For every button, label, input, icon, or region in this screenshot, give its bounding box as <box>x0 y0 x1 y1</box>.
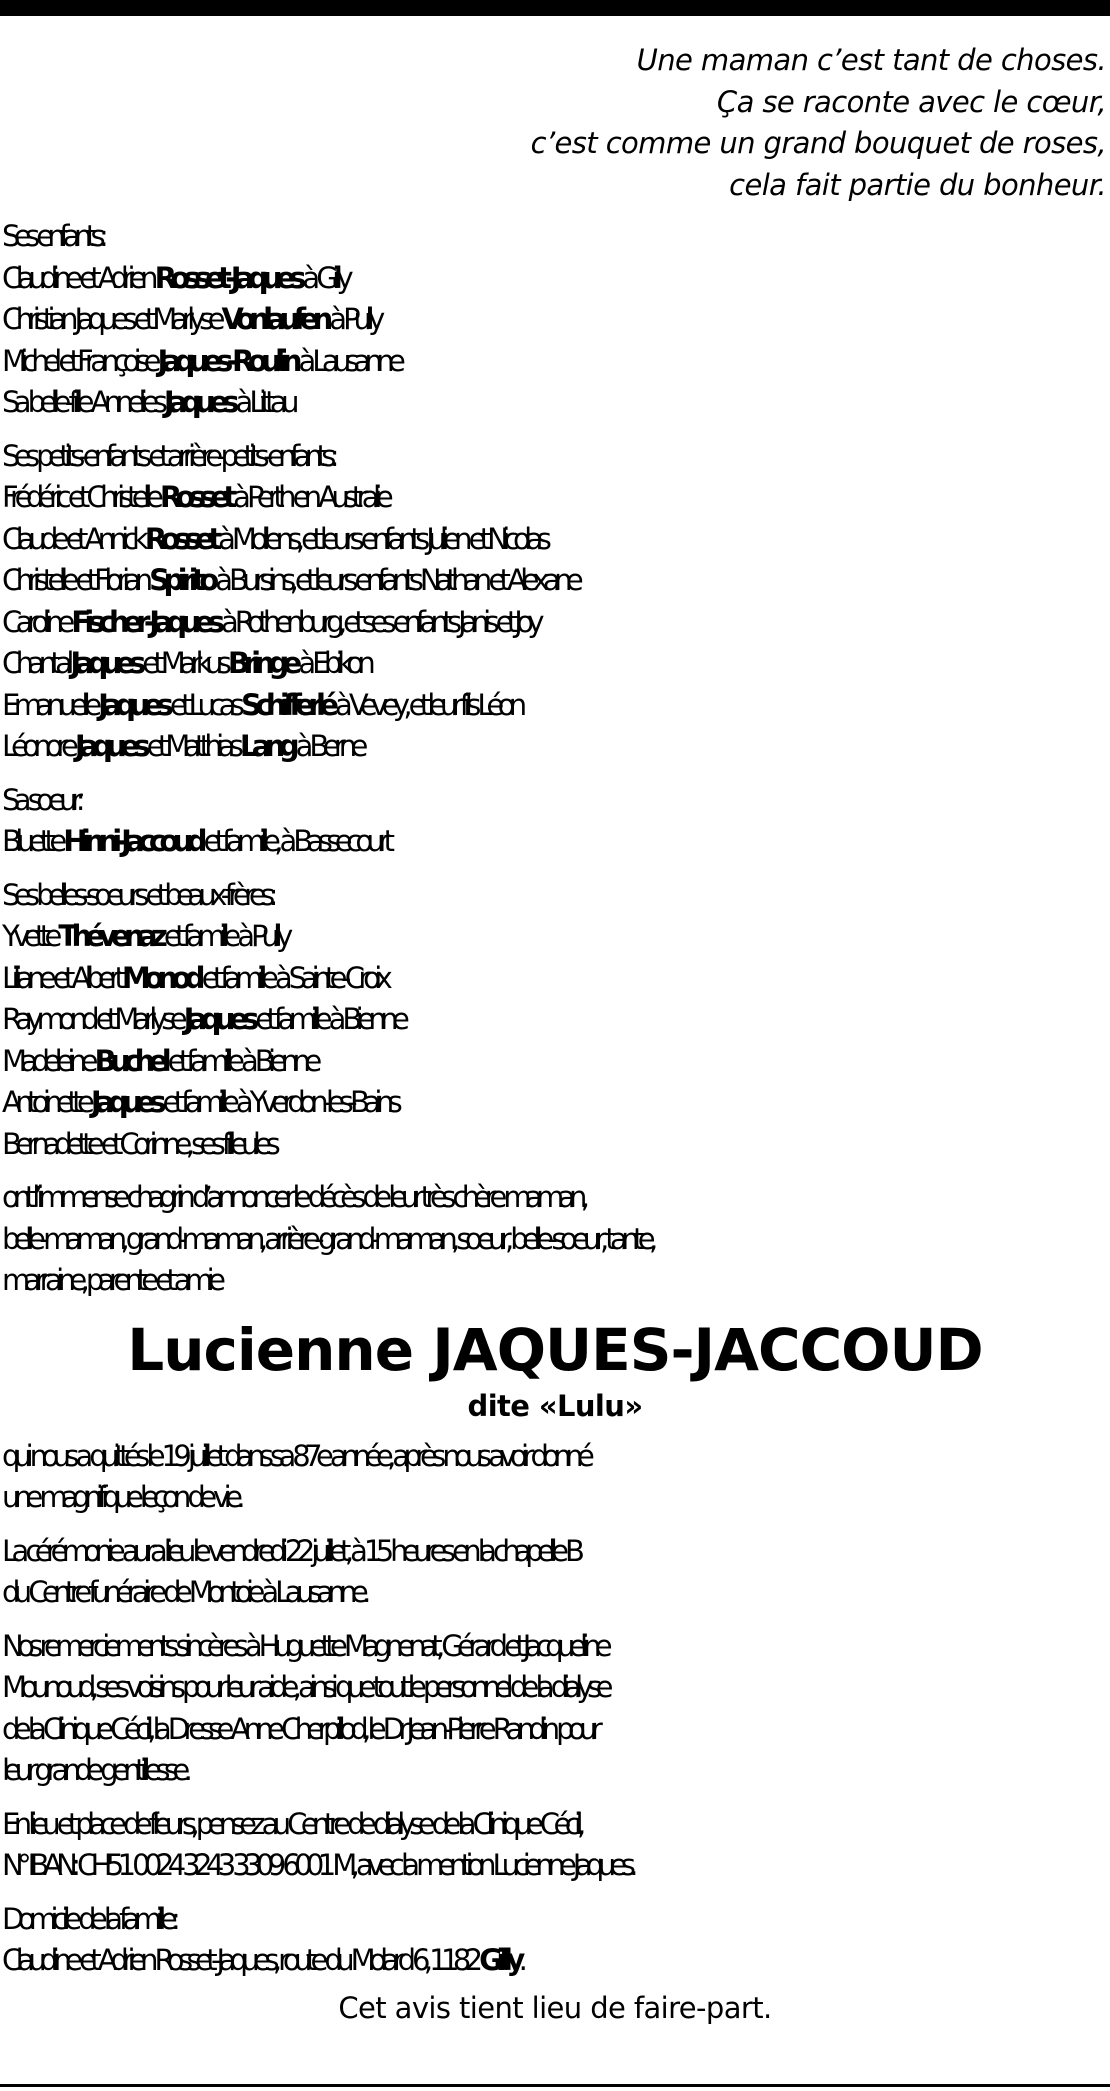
paragraph-line: de la Clinique Cécil, la Dresse Anne Cherpillod, le Dr Jean-Pierre Randin pour <box>2 1711 597 1746</box>
announcement-line: belle-maman, grand-maman, arrière-grand-maman, sœur, belle-sœur, tante, <box>2 1221 652 1256</box>
domicile-address <box>2 1940 1108 1982</box>
family-entry <box>2 519 1108 561</box>
poem-line: Ça se raconte avec le cœur, <box>716 84 1106 119</box>
entry-text: Frédéric et Christelle <box>2 480 160 514</box>
family-entry <box>2 602 1108 644</box>
entry-text: Claude et Annick <box>2 521 145 556</box>
paragraph-line: une magnifique leçon de vie. <box>2 1480 239 1514</box>
family-entry <box>2 958 1108 1000</box>
family-name: Jaques <box>163 385 233 419</box>
entry-text: à Bursins, et leurs enfants Nathan et Alexane <box>212 563 578 597</box>
entry-text: à Pully <box>326 302 379 336</box>
family-name: Bringe <box>227 646 296 680</box>
entry-text: et Matthias <box>144 729 240 763</box>
family-entry <box>2 685 1108 727</box>
in-laws-section <box>2 875 1108 1166</box>
family-entry <box>2 477 1108 519</box>
grandchildren-section <box>2 436 1108 768</box>
family-entry <box>2 299 1108 341</box>
deceased-nickname: dite «Lulu» <box>467 1388 643 1423</box>
entry-text: Sa belle-fille Annelies <box>2 385 164 419</box>
announcement-paragraph <box>2 1177 1108 1302</box>
paragraph-line: Mounoud, ses voisins pour leur aide, ainsi que tout le personnel de la dialyse <box>2 1670 607 1704</box>
entry-text: à Berne <box>292 729 362 763</box>
entry-text: à Ebikon <box>295 646 370 680</box>
section-heading: Ses belles-sœurs et beaux-frères: <box>2 877 272 912</box>
family-name: Jaques <box>98 687 168 722</box>
paragraph-line: La cérémonie aura lieu le vendredi 22 juillet, à 15 heures en la chapelle B <box>2 1533 579 1568</box>
sister-section <box>2 780 1108 863</box>
family-name: Spirito <box>149 563 213 597</box>
family-name: Rosset <box>144 521 216 556</box>
family-name: Hinni-Jaccoud <box>63 824 201 858</box>
family-entry <box>2 560 1108 602</box>
entry-text: et famille à Yverdon-les-Bains <box>159 1085 397 1119</box>
entry-text: Chantal <box>2 646 71 680</box>
entry-text: et famille à Sainte-Croix <box>198 960 387 995</box>
family-name: Thévenaz <box>58 919 162 953</box>
entry-text: Madeleine <box>2 1043 95 1078</box>
entry-text: et famille à Bienne <box>252 1002 404 1036</box>
announcement-line: ont l’immense chagrin d’annoncer le décès de leur très chère maman, <box>2 1180 584 1214</box>
family-name: Rosset-Jaques <box>154 260 300 295</box>
family-entry <box>2 1082 1108 1124</box>
obituary-notice <box>2 40 1108 2029</box>
town-name: Gilly <box>479 1943 519 1977</box>
entry-text: Christian Jaques et Marlyse <box>2 302 222 336</box>
family-name: Jaques <box>183 1002 253 1036</box>
family-entry <box>2 1041 1108 1083</box>
paragraph-line: du Centre funéraire de Montoie à Lausanne. <box>2 1575 365 1609</box>
entry-text: à Mollens, et leurs enfants Julien et Nicolas <box>215 521 546 556</box>
family-name: Vonlaufen <box>221 302 327 336</box>
poem-verse <box>2 40 1108 206</box>
family-name: Fischer-Jaques <box>71 604 219 639</box>
family-name: Monod <box>121 960 199 995</box>
section-heading: Ses petits-enfants et arrière-petits-enfants: <box>2 438 333 473</box>
paragraph-line: En lieu et place de fleurs, pensez au Centre de dialyse de la Clinique Cécil, <box>2 1806 580 1841</box>
entry-text: Bluette <box>2 824 64 858</box>
paragraph-line: qui nous a quittés le 19 juillet dans sa 87e année, après nous avoir donné <box>2 1438 589 1473</box>
entry-text: Emanuelle <box>2 687 99 722</box>
entry-text: Raymond et Marlyse <box>2 1002 184 1036</box>
entry-text: Léonore <box>2 729 75 763</box>
domicile-section <box>2 1899 1108 1982</box>
entry-text: Yvette <box>2 919 59 953</box>
deceased-name: Lucienne JAQUES-JACCOUD <box>127 1315 983 1384</box>
section-heading: Domicile de la famille: <box>2 1901 175 1936</box>
family-entry <box>2 643 1108 685</box>
poem-line: Une maman c’est tant de choses. <box>636 43 1106 77</box>
entry-text: et famille, à Bassecourt <box>200 824 389 858</box>
entry-text: et famille à Bienne <box>165 1043 316 1078</box>
entry-text: Claudine et Adrien <box>2 260 155 295</box>
thanks-paragraph <box>2 1626 1108 1792</box>
family-name: Schifferlé <box>240 687 333 722</box>
top-border-rule <box>0 0 1110 16</box>
bottom-border-rule <box>0 2084 1110 2087</box>
entry-text: et Lucas <box>167 687 241 722</box>
entry-text: Liliane et Albert <box>2 960 122 995</box>
entry-text: et famille à Pully <box>161 919 287 953</box>
family-name: Rosset <box>159 480 231 514</box>
section-heading: Ses enfants: <box>2 219 103 253</box>
family-entry <box>2 999 1108 1041</box>
entry-text: à Lausanne <box>295 343 400 378</box>
family-name: Buchel <box>94 1043 166 1078</box>
family-entry <box>2 821 1108 863</box>
entry-text: et Markus <box>139 646 228 680</box>
passing-paragraph <box>2 1436 1108 1519</box>
entry-text: à Littau <box>232 385 293 419</box>
paragraph-line: N° IBAN: CH51 0024 3243 3309 6001 M, avec la mention Lucienne Jaques. <box>2 1848 632 1882</box>
poem-line: cela fait partie du bonheur. <box>729 167 1106 202</box>
family-entry <box>2 726 1108 768</box>
entry-text: Michel et Françoise <box>2 343 158 378</box>
family-entry <box>2 258 1108 300</box>
section-heading: Sa sœur: <box>2 782 79 817</box>
paragraph-line: leur grande gentillesse. <box>2 1753 187 1787</box>
paragraph-line: Nos remerciements sincères à Huguette Magnenat, Gérard et Jacqueline <box>2 1628 606 1663</box>
poem-line: c’est comme un grand bouquet de roses, <box>530 126 1106 160</box>
family-entry <box>2 382 1108 424</box>
entry-text: Antoinette <box>2 1085 91 1119</box>
entry-text: Christelle et Florian <box>2 563 150 597</box>
announcement-line: marraine, parente et amie <box>2 1263 220 1297</box>
donations-paragraph <box>2 1804 1108 1887</box>
ceremony-paragraph <box>2 1531 1108 1614</box>
entry-text: à Vevey, et leur fils Léon <box>332 687 521 722</box>
footer-note: Cet avis tient lieu de faire-part. <box>338 1990 772 2025</box>
entry-text: Bernadette et Corinne, ses filleules <box>2 1126 275 1161</box>
family-entry <box>2 341 1108 383</box>
family-name: Jaques <box>90 1085 160 1119</box>
family-entry <box>2 1124 1108 1166</box>
children-section <box>2 216 1108 424</box>
family-name: Jaques-Roulin <box>157 343 296 378</box>
entry-text: à Perth en Australie <box>230 480 388 514</box>
family-entry <box>2 916 1108 958</box>
family-name: Lang <box>239 729 293 763</box>
entry-text: à Rothenburg, et ses enfants Janis et Joy <box>218 604 538 639</box>
family-name: Jaques <box>70 646 140 680</box>
family-name: Jaques <box>74 729 144 763</box>
address-text: . <box>518 1943 522 1977</box>
address-text: Claudine et Adrien Rosset-Jaques, route du Molard 6, 1182 <box>2 1943 480 1977</box>
entry-text: Caroline <box>2 604 72 639</box>
entry-text: à Gilly <box>299 260 348 295</box>
